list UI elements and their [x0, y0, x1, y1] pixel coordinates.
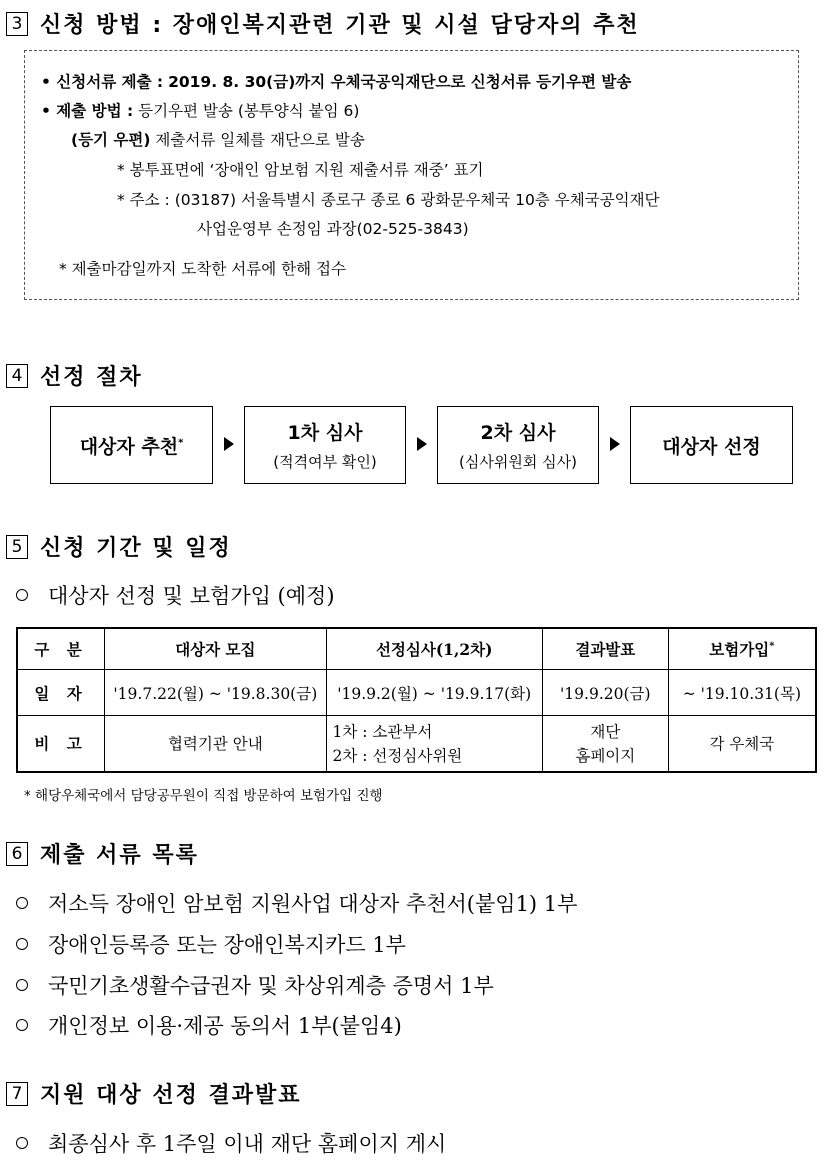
circle-bullet-icon	[16, 938, 28, 950]
section-7-heading	[6, 1078, 302, 1109]
section-3-heading	[6, 8, 640, 39]
list-item: 국민기초생활수급권자 및 차상위계층 증명서 1부	[16, 970, 494, 1000]
envelope-note: * 봉투표면에 ‘장애인 암보험 지원 제출서류 재중’ 표기	[117, 161, 484, 179]
application-method-box	[24, 50, 799, 300]
contact-line: 사업운영부 손정임 과장(02-525-3843)	[197, 220, 469, 238]
section-5-heading	[6, 531, 232, 562]
flow-step-second-review: 2차 심사 (심사위원회 심사)	[437, 406, 599, 484]
section-number: 3	[6, 12, 28, 36]
section-4-heading	[6, 360, 143, 391]
section-title: 제출 서류 목록	[40, 843, 199, 868]
list-item: 장애인등록증 또는 장애인복지카드 1부	[16, 929, 406, 959]
section-title: 신청 기간 및 일정	[40, 536, 232, 561]
list-item: 최종심사 후 1주일 이내 재단 홈페이지 게시	[16, 1128, 446, 1158]
circle-bullet-icon	[16, 979, 28, 991]
section-title: 신청 방법 : 장애인복지관련 기관 및 시설 담당자의 추천	[40, 13, 640, 38]
circle-bullet-icon	[16, 1019, 28, 1031]
table-row: 비 고 협력기관 안내 1차 : 소관부서 2차 : 선정심사위원 재단 홈페이지 각 우체국	[17, 716, 816, 773]
table-row: 일 자 '19.7.22(월) ~ '19.8.30(금) '19.9.2(월) ~ '19.9.17(화) '19.9.20(금) ~ '19.10.31(목)	[17, 670, 816, 716]
table-header-row: 구 분 대상자 모집 선정심사(1,2차) 결과발표 보험가입*	[17, 628, 816, 670]
section-number: 5	[6, 535, 28, 559]
schedule-table	[16, 627, 817, 773]
arrow-icon	[610, 437, 620, 451]
list-item: 대상자 선정 및 보험가입 (예정)	[16, 580, 335, 610]
arrow-icon	[417, 437, 427, 451]
address-note: * 주소 : (03187) 서울특별시 종로구 종로 6 광화문우체국 10층 우체국공익재단	[117, 191, 660, 209]
footnote: * 해당우체국에서 담당공무원이 직접 방문하여 보험가입 진행	[24, 788, 383, 804]
list-item: 개인정보 이용·제공 동의서 1부(붙임4)	[16, 1010, 402, 1040]
section-number: 6	[6, 842, 28, 866]
circle-bullet-icon	[16, 897, 28, 909]
section-title: 선정 절차	[40, 365, 143, 390]
circle-bullet-icon	[16, 589, 28, 601]
section-number: 7	[6, 1082, 28, 1106]
list-item: 저소득 장애인 암보험 지원사업 대상자 추천서(붙임1) 1부	[16, 888, 577, 918]
circle-bullet-icon	[16, 1137, 28, 1149]
section-number: 4	[6, 364, 28, 388]
flow-step-first-review: 1차 심사 (적격여부 확인)	[244, 406, 406, 484]
section-6-heading	[6, 838, 199, 869]
deadline-note: * 제출마감일까지 도착한 서류에 한해 접수	[59, 260, 346, 278]
registered-mail-line: (등기 우편) 제출서류 일체를 재단으로 발송	[71, 131, 365, 149]
arrow-icon	[224, 437, 234, 451]
flow-step-selection: 대상자 선정	[630, 406, 793, 484]
flow-step-recommendation: 대상자 추천*	[50, 406, 213, 484]
method-line: • 제출 방법 : 등기우편 발송 (봉투양식 붙임 6)	[41, 102, 360, 120]
submission-line: • 신청서류 제출 : 2019. 8. 30(금)까지 우체국공익재단으로 신청서류 등기우편 발송	[41, 73, 632, 91]
section-title: 지원 대상 선정 결과발표	[40, 1083, 302, 1108]
